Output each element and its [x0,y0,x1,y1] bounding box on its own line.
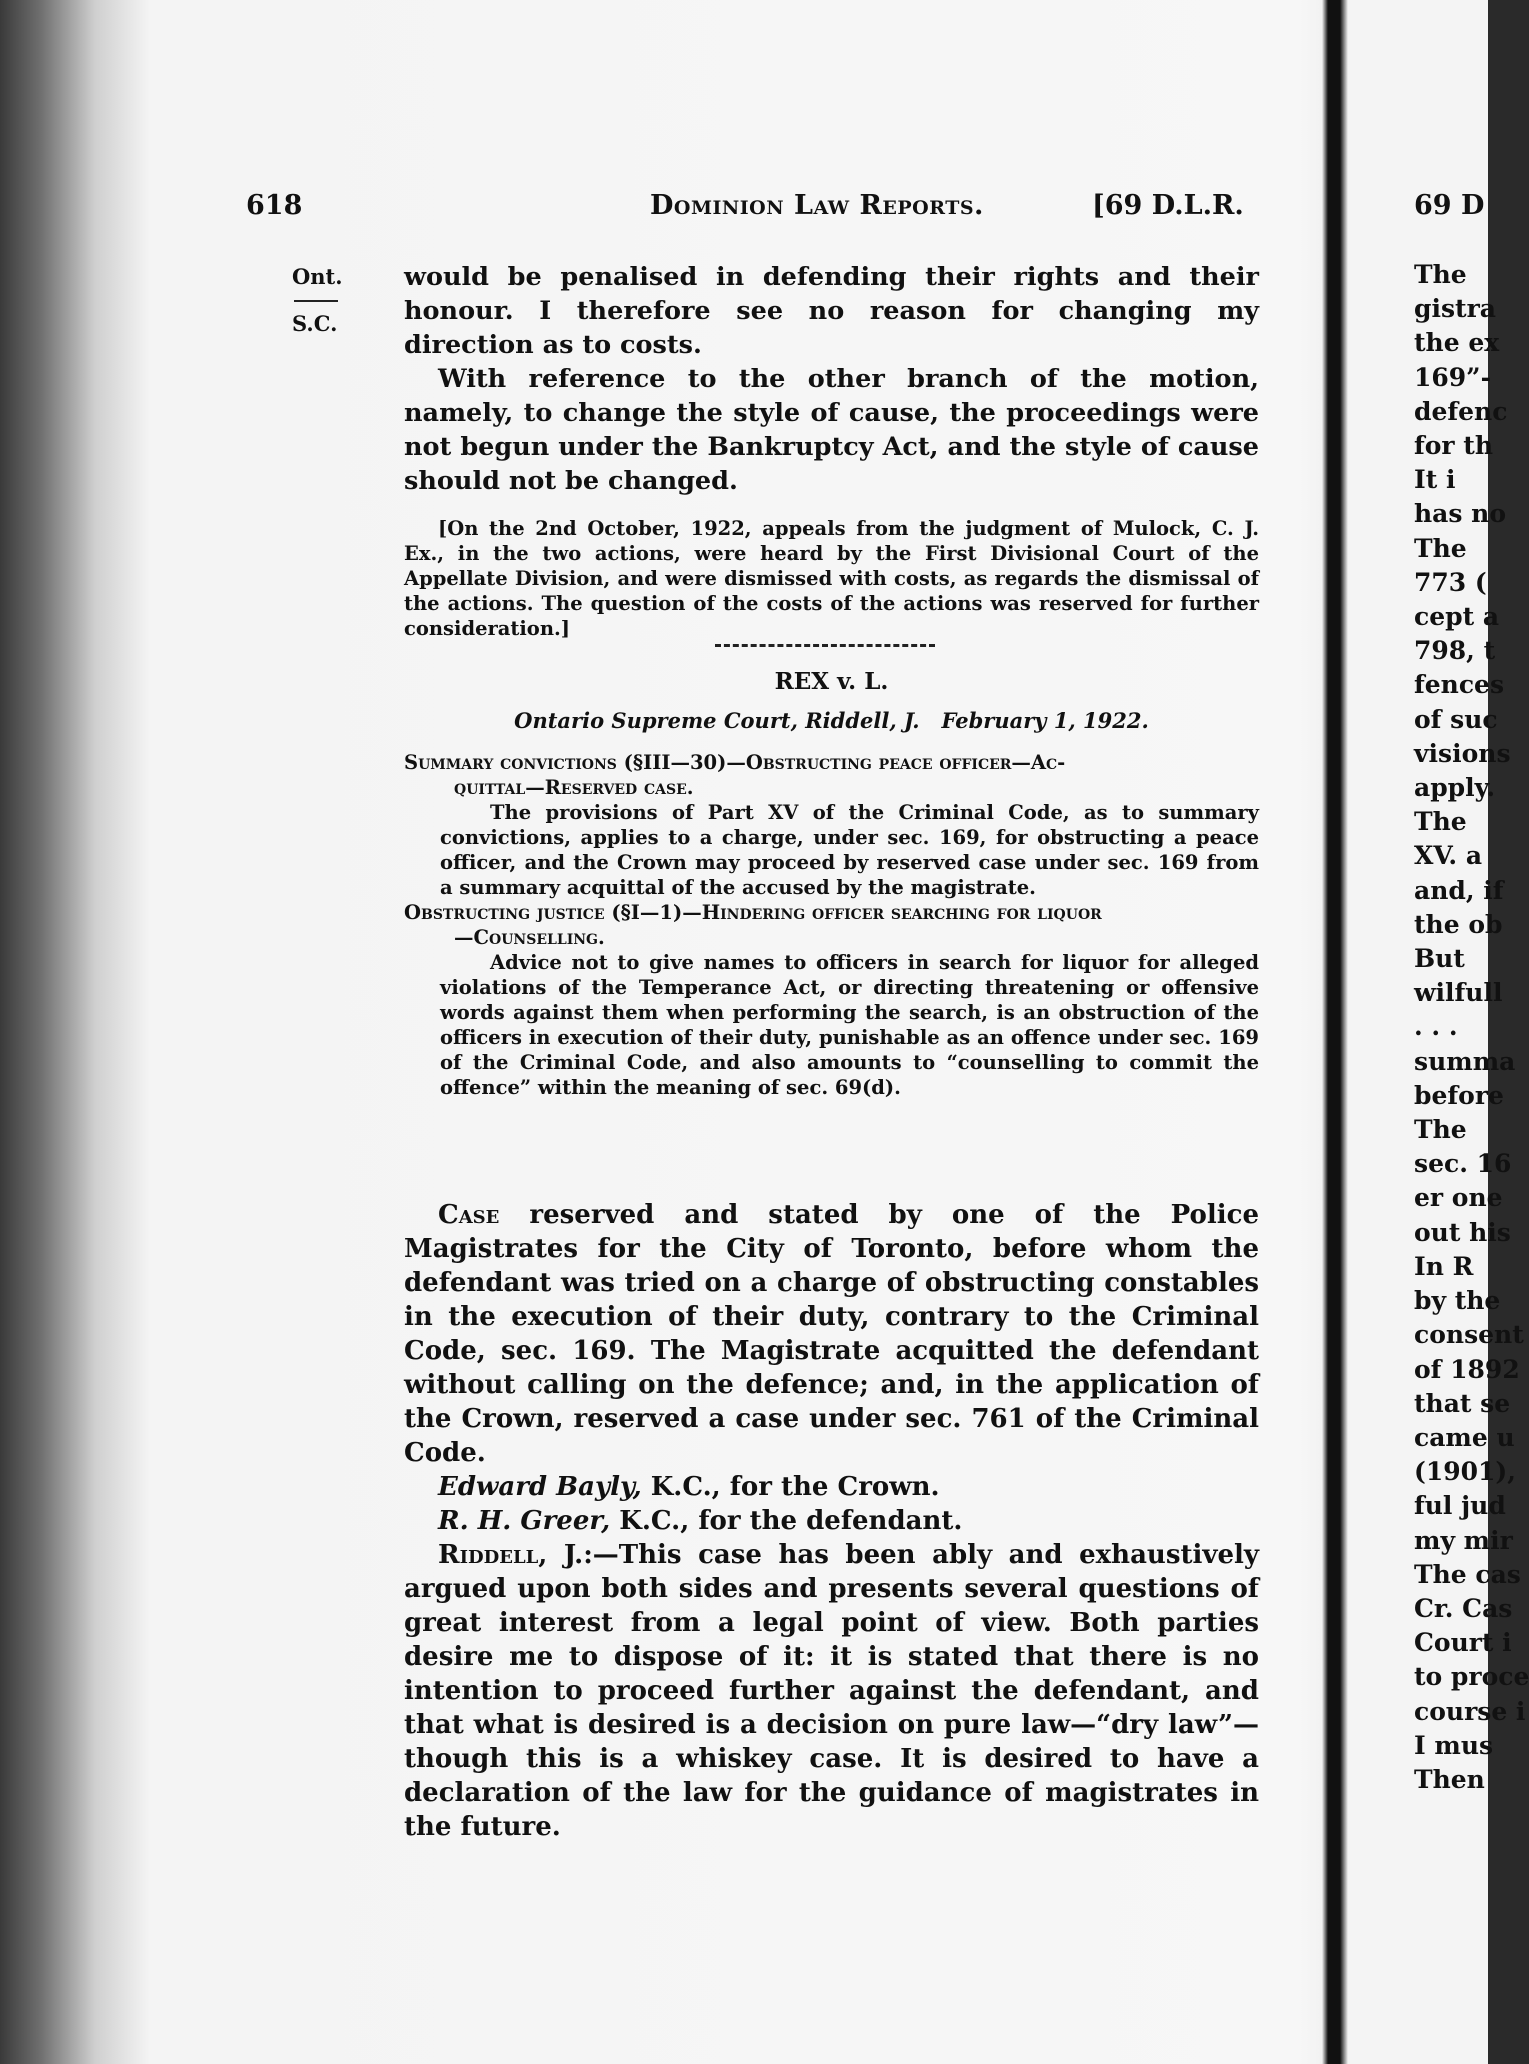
facing-page-line: course i [1414,1696,1526,1726]
facing-page-line: . . . [1414,1012,1458,1042]
facing-page-line: before [1414,1080,1504,1110]
facing-page-line: by the [1414,1286,1501,1316]
continued-text [404,260,1259,498]
headnotes [404,750,1259,1100]
facing-page-line: 169”- [1414,362,1491,392]
facing-page-header: 69 D [1414,190,1485,221]
facing-page-line: out his [1414,1217,1511,1247]
court-line: Ontario Supreme Court, Riddell, J. February 1, 1922. [514,708,1149,733]
statement-text: reserved and stated by one of the Police Magistrates for the City of Toronto, before whom the defendant was tried on a charge of obstructing constables in the execution of their duty, contrary to the Criminal Code, sec. 169. The Magistrate acquitted the defendant without calling on the defence; and, in the application of the Crown, reserved a case under sec. 761 of the Criminal Code. [404,1200,1259,1468]
facing-page-line: 798, t [1414,636,1496,666]
facing-page-line: of 1892 [1414,1354,1520,1384]
margin-note-province: Ont. [292,264,343,289]
volume-label: [69 D.L.R. [1092,190,1244,221]
page-number: 618 [246,190,303,221]
paragraph: With reference to the other branch of the motion, namely, to change the style of cause, the proceedings were not begun under the Bankruptcy Act, and the style of cause should not be changed. [404,364,1259,496]
counsel-name: R. H. Greer, [438,1506,611,1536]
facing-page-line: I mus [1414,1730,1494,1760]
facing-page-line: The [1414,807,1467,837]
facing-page-lines [1414,258,1529,1797]
headnote-topic: quittal—Reserved case. [454,776,694,799]
facing-page-line: (1901), [1414,1457,1516,1487]
counsel-name: Edward Bayly, [438,1472,642,1502]
facing-page-line: of suc [1414,704,1498,734]
facing-page-line: and, if [1414,875,1504,905]
judgment-paragraph [404,1538,1259,1844]
facing-page-line: the ex [1414,328,1500,358]
facing-page-line: cept a [1414,602,1500,632]
facing-page-line: It i [1414,465,1456,495]
facing-page-line: wilfull [1414,978,1503,1008]
counsel-role: K.C., for the defendant. [610,1506,963,1536]
section-divider [715,644,935,647]
headnote-topic: Summary convictions (§III—30)—Obstructing peace officer—Ac- [404,751,1066,774]
statement-lead: Case [438,1200,500,1230]
facing-page-line: has no [1414,499,1507,529]
facing-page-line: summa [1414,1046,1516,1076]
facing-page-line: 773 ( [1414,567,1487,597]
facing-page-line: The [1414,533,1467,563]
facing-page-line: consent [1414,1320,1524,1350]
facing-page-line: Then [1414,1764,1485,1794]
facing-page-line: er one [1414,1183,1503,1213]
facing-page-line: Court i [1414,1628,1512,1658]
statement-paragraph [404,1198,1259,1470]
headnote-text: The provisions of Part XV of the Criminal Code, as to summary convictions, applies to a charge, under sec. 169, for obstructing a peace officer, and the Crown may proceed by reserved case under sec. 169 from a summary acquittal of the accused by the magistrate. [440,801,1259,899]
facing-page-line: But [1414,944,1465,974]
facing-page-line: to proce [1414,1662,1529,1692]
judgment-text: :—This case has been ably and exhaustively argued upon both sides and presents several questions of great interest from a legal point of view. Both parties desire me to dispose of it: it is stated that there is no intention to proceed further against the defendant, and that what is desired is a decision on pure law—“dry law”—though this is a whiskey case. It is desired to have a declaration of the law for the guidance of magistrates in the future. [404,1540,1259,1842]
paragraph: would be penalised in defending their rights and their honour. I therefore see no reason for changing my direction as to costs. [404,262,1259,360]
margin-note-court: S.C. [292,311,338,336]
facing-page-line: gistra [1414,294,1496,324]
facing-page-line: for th [1414,431,1494,461]
running-title: Dominion Law Reports. [650,190,984,221]
facing-page-line: apply. [1414,773,1496,803]
left-page [150,0,1322,2064]
counsel-line [404,1470,1259,1504]
facing-page-line: my mir [1414,1525,1513,1555]
facing-page-line: the ob [1414,909,1503,939]
judge-name: Riddell, J. [438,1540,584,1570]
facing-page-line: The [1414,1115,1467,1145]
margin-note-rule [294,300,338,302]
case-title: REX v. L. [774,668,889,695]
facing-page-line: Cr. Cas [1414,1593,1513,1623]
facing-page-line: ful jud [1414,1491,1506,1521]
facing-page-line: sec. 16 [1414,1149,1512,1179]
facing-page-line: The cas [1414,1559,1521,1589]
counsel-role: K.C., for the Crown. [641,1472,940,1502]
headnote-topic: Obstructing justice (§I—1)—Hindering officer searching for liquor [404,901,1102,924]
headnote-text: Advice not to give names to officers in search for liquor for alleged violations of the Temperance Act, or directing threatening or offensive words against them when performing the search, is an obstruction of the officers in execution of their duty, punishable as an offence under sec. 169 of the Criminal Code, and also amounts to “counselling to commit the offence” within the meaning of sec. 69(d). [440,951,1259,1099]
facing-page-line: came u [1414,1422,1515,1452]
headnote-topic: —Counselling. [454,926,605,949]
counsel-line [404,1504,1259,1538]
bracket-note: [On the 2nd October, 1922, appeals from the judgment of Mulock, C. J. Ex., in the two actions, were heard by the First Divisional Court of the Appellate Division, and were dismissed with costs, as regards the dismissal of the actions. The question of the costs of the actions was reserved for further consideration.] [404,517,1259,640]
facing-page-line: fences [1414,670,1505,700]
facing-page-line: that se [1414,1388,1511,1418]
facing-page-line: defenc [1414,396,1508,426]
facing-page-line: The [1414,260,1467,289]
facing-page-line: In R [1414,1251,1474,1281]
main-text [404,1198,1259,1844]
facing-page-line: XV. a [1414,841,1483,871]
facing-page-line: visions [1414,738,1511,768]
facing-page-fragment [1348,0,1529,2064]
